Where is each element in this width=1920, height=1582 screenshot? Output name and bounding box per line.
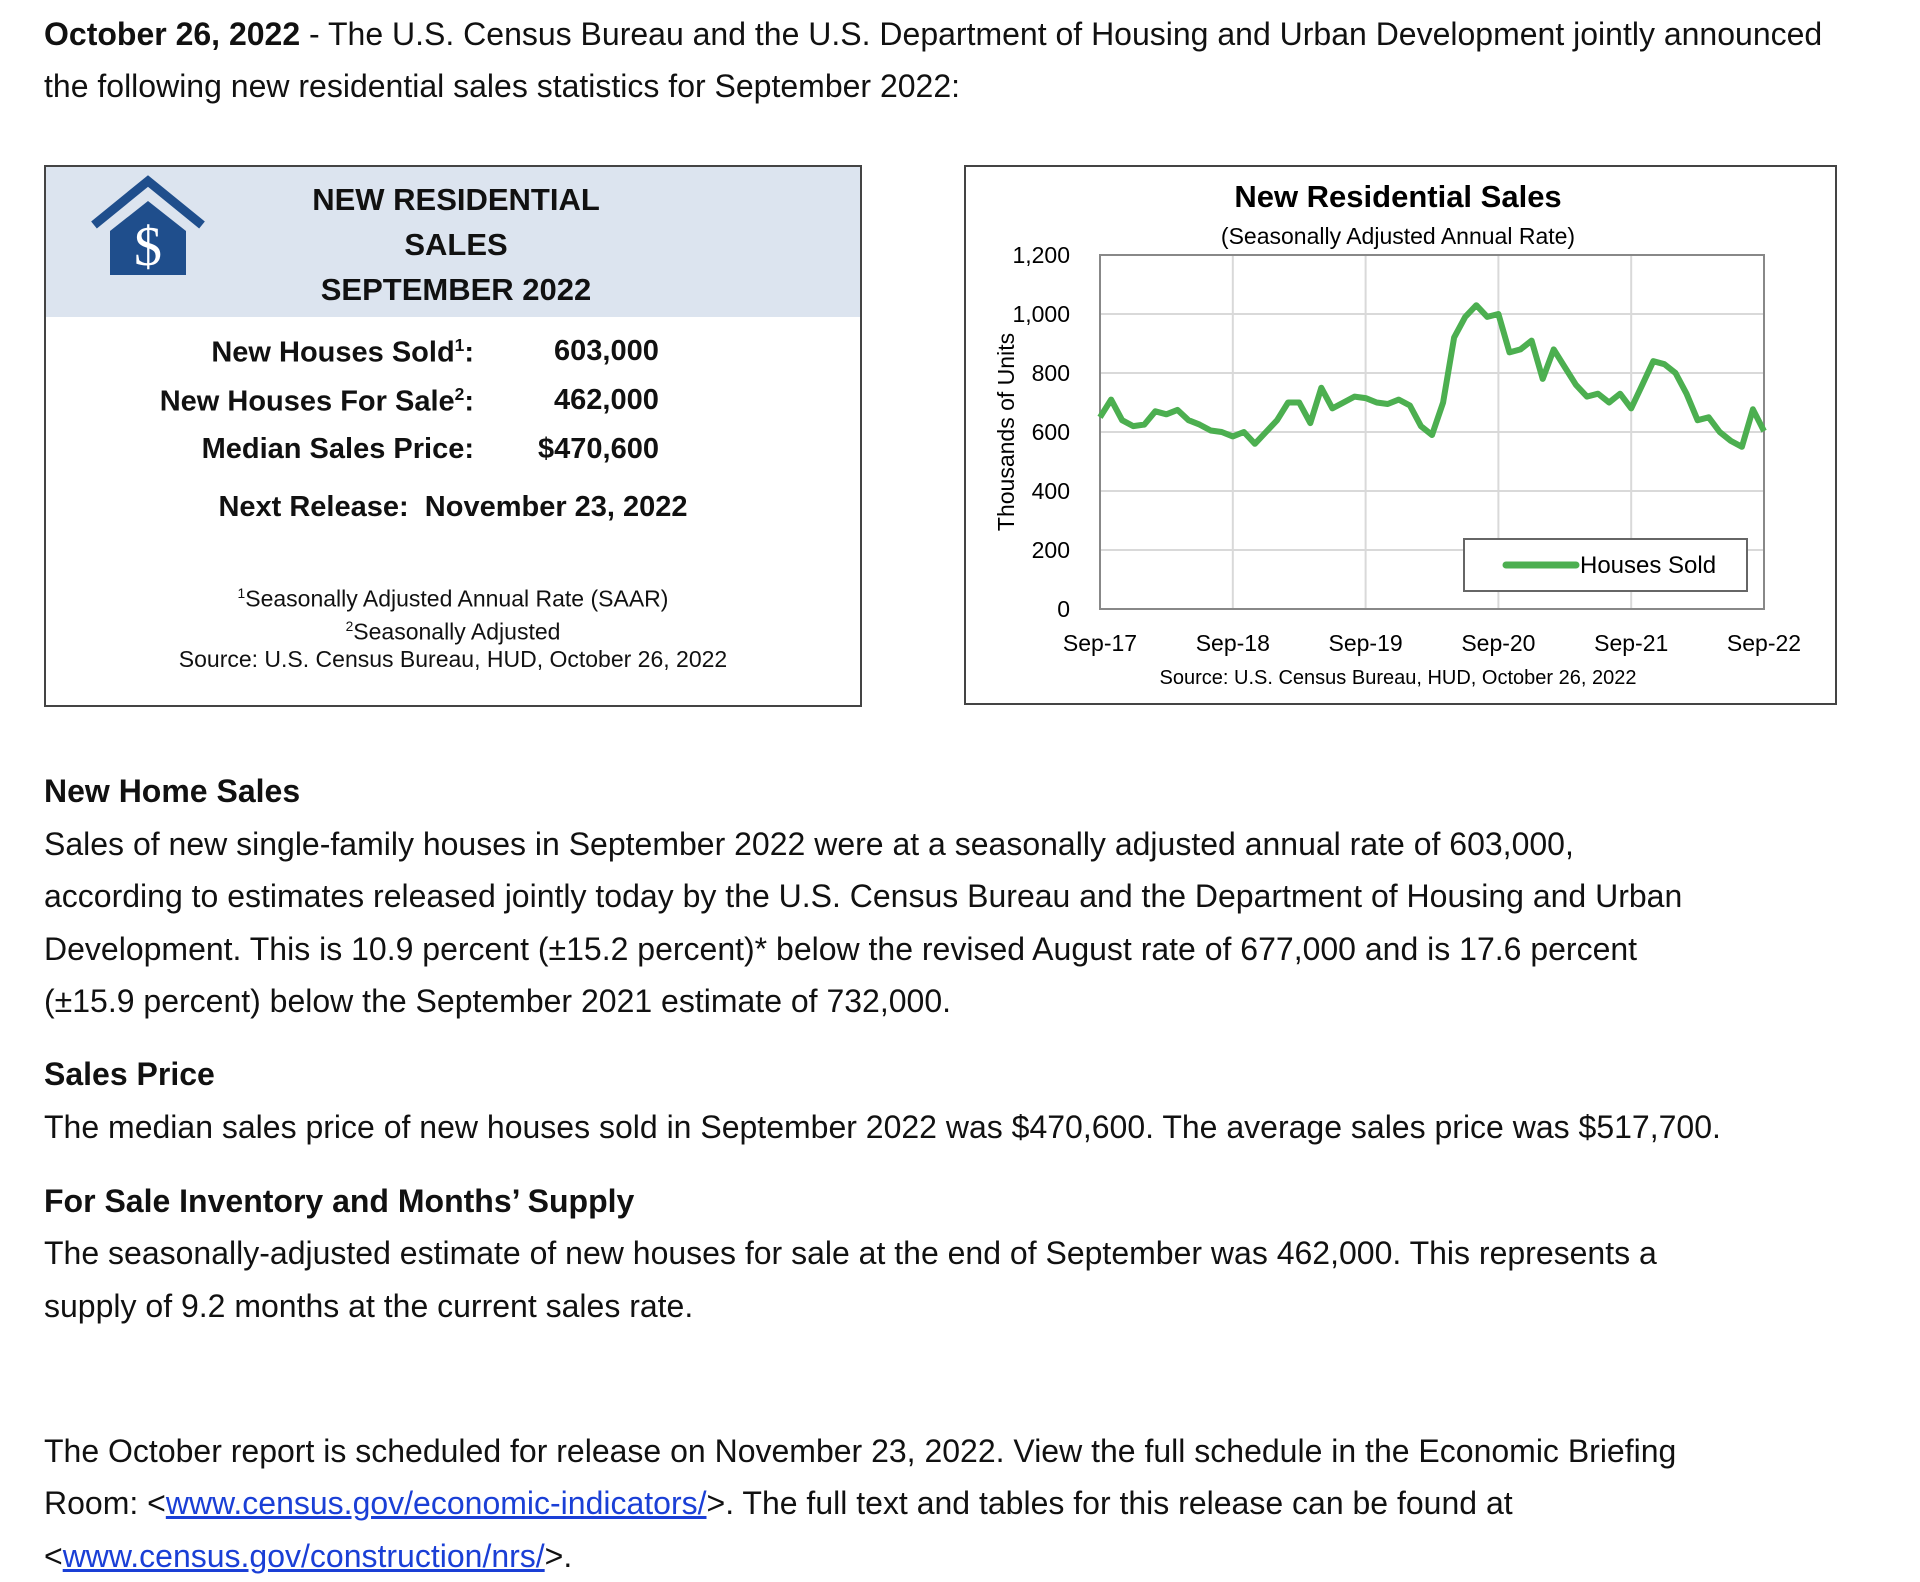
chart-source: Source: U.S. Census Bureau, HUD, October 26, 2022	[1160, 667, 1637, 689]
summary-header	[46, 167, 860, 317]
x-tick-label: Sep-18	[1196, 630, 1270, 656]
text: <	[44, 1538, 63, 1574]
closing-line: The October report is scheduled for release on November 23, 2022. View the full schedule in the Economic Briefing	[44, 1425, 1834, 1477]
section-heading: New Home Sales	[44, 765, 1834, 817]
y-tick-label: 800	[1032, 360, 1070, 386]
stat-value: 462,000	[554, 384, 659, 417]
text: >.	[545, 1538, 573, 1574]
closing-line	[44, 1477, 1834, 1529]
construction-nrs-link[interactable]: www.census.gov/construction/nrs/	[63, 1538, 545, 1574]
y-tick-label: 200	[1032, 537, 1070, 563]
chart-title: New Residential Sales	[1234, 179, 1561, 214]
summary-source: Source: U.S. Census Bureau, HUD, October 26, 2022	[46, 643, 860, 676]
y-tick-label: 400	[1032, 478, 1070, 504]
series-line-houses-sold	[1100, 305, 1764, 447]
section-line: The median sales price of new houses sold in September 2022 was $470,600. The average sales price was $517,700.	[44, 1101, 1834, 1153]
stat-value: $470,600	[538, 433, 659, 466]
footnote-mark: 2	[346, 619, 354, 634]
next-release-date: November 23, 2022	[425, 491, 688, 523]
section-heading: Sales Price	[44, 1048, 1834, 1100]
summary-title-line: NEW RESIDENTIAL	[126, 177, 786, 222]
footnote-mark: 1	[238, 586, 246, 601]
summary-title-line: SEPTEMBER 2022	[126, 267, 786, 312]
stat-label: New Houses Sold	[211, 337, 454, 369]
legend-label: Houses Sold	[1580, 552, 1716, 579]
chart-subtitle: (Seasonally Adjusted Annual Rate)	[1221, 223, 1575, 249]
x-tick-label: Sep-20	[1461, 630, 1535, 656]
chart-legend	[1464, 539, 1747, 591]
x-tick-label: Sep-21	[1594, 630, 1668, 656]
y-tick-label: 1,200	[1012, 242, 1070, 268]
footnote-text: Seasonally Adjusted	[353, 619, 560, 645]
section-heading: For Sale Inventory and Months’ Supply	[44, 1175, 1834, 1227]
section-line: (±15.9 percent) below the September 2021 estimate of 732,000.	[44, 975, 1834, 1027]
stat-label: New Houses For Sale	[160, 386, 455, 418]
intro-paragraph	[44, 8, 1834, 112]
y-tick-label: 0	[1057, 596, 1070, 622]
stat-value: 603,000	[554, 335, 659, 368]
economic-indicators-link[interactable]: www.census.gov/economic-indicators/	[166, 1485, 707, 1521]
section-line: Development. This is 10.9 percent (±15.2 percent)* below the revised August rate of 677,000 and is 17.6 percent	[44, 923, 1834, 975]
x-tick-label: Sep-22	[1727, 630, 1801, 656]
sales-chart	[964, 165, 1837, 705]
y-tick-label: 1,000	[1012, 301, 1070, 327]
x-tick-label: Sep-17	[1063, 630, 1137, 656]
next-release	[46, 491, 860, 524]
footnote-mark: 2	[455, 384, 465, 404]
text: Room: <	[44, 1485, 166, 1521]
intro-text: - The U.S. Census Bureau and the U.S. Department of Housing and Urban Development jointly announced the following new residential sales statistics for September 2022:	[44, 16, 1822, 104]
section-line: Sales of new single-family houses in September 2022 were at a seasonally adjusted annual rate of 603,000,	[44, 818, 1834, 870]
closing-line	[44, 1530, 1834, 1582]
footnote-text: Seasonally Adjusted Annual Rate (SAAR)	[245, 586, 668, 612]
section-line: according to estimates released jointly today by the U.S. Census Bureau and the Department of Housing and Urban	[44, 870, 1834, 922]
summary-title-line: SALES	[126, 222, 786, 267]
release-date: October 26, 2022	[44, 16, 300, 52]
y-axis-label: Thousands of Units	[993, 333, 1019, 531]
chart-canvas	[966, 167, 1835, 703]
stat-label: Median Sales Price	[202, 433, 465, 465]
next-release-label: Next Release:	[218, 491, 408, 523]
section-line: supply of 9.2 months at the current sales rate.	[44, 1280, 1834, 1332]
y-tick-label: 600	[1032, 419, 1070, 445]
svg-text:$: $	[134, 216, 162, 278]
footnote-mark: 1	[455, 335, 465, 355]
x-tick-label: Sep-19	[1329, 630, 1403, 656]
summary-box: $ NEW RESIDENTIAL SALES SEPTEMBER 2022 New Houses Sold$^1$: 603,000 New Houses For Sale$^2$: 462,000 Median Sales Price: $470,600 Next Release: November 23, 2022 $^1$Seasonally Adjusted Annual Rate (SAAR) $^2$Seasonally Adjusted Source: U.S. Census Bureau, HUD, October 26, 2022	[44, 165, 862, 707]
text: >. The full text and tables for this release can be found at	[707, 1485, 1513, 1521]
section-line: The seasonally-adjusted estimate of new houses for sale at the end of September was 462,000. This represents a	[44, 1227, 1834, 1279]
